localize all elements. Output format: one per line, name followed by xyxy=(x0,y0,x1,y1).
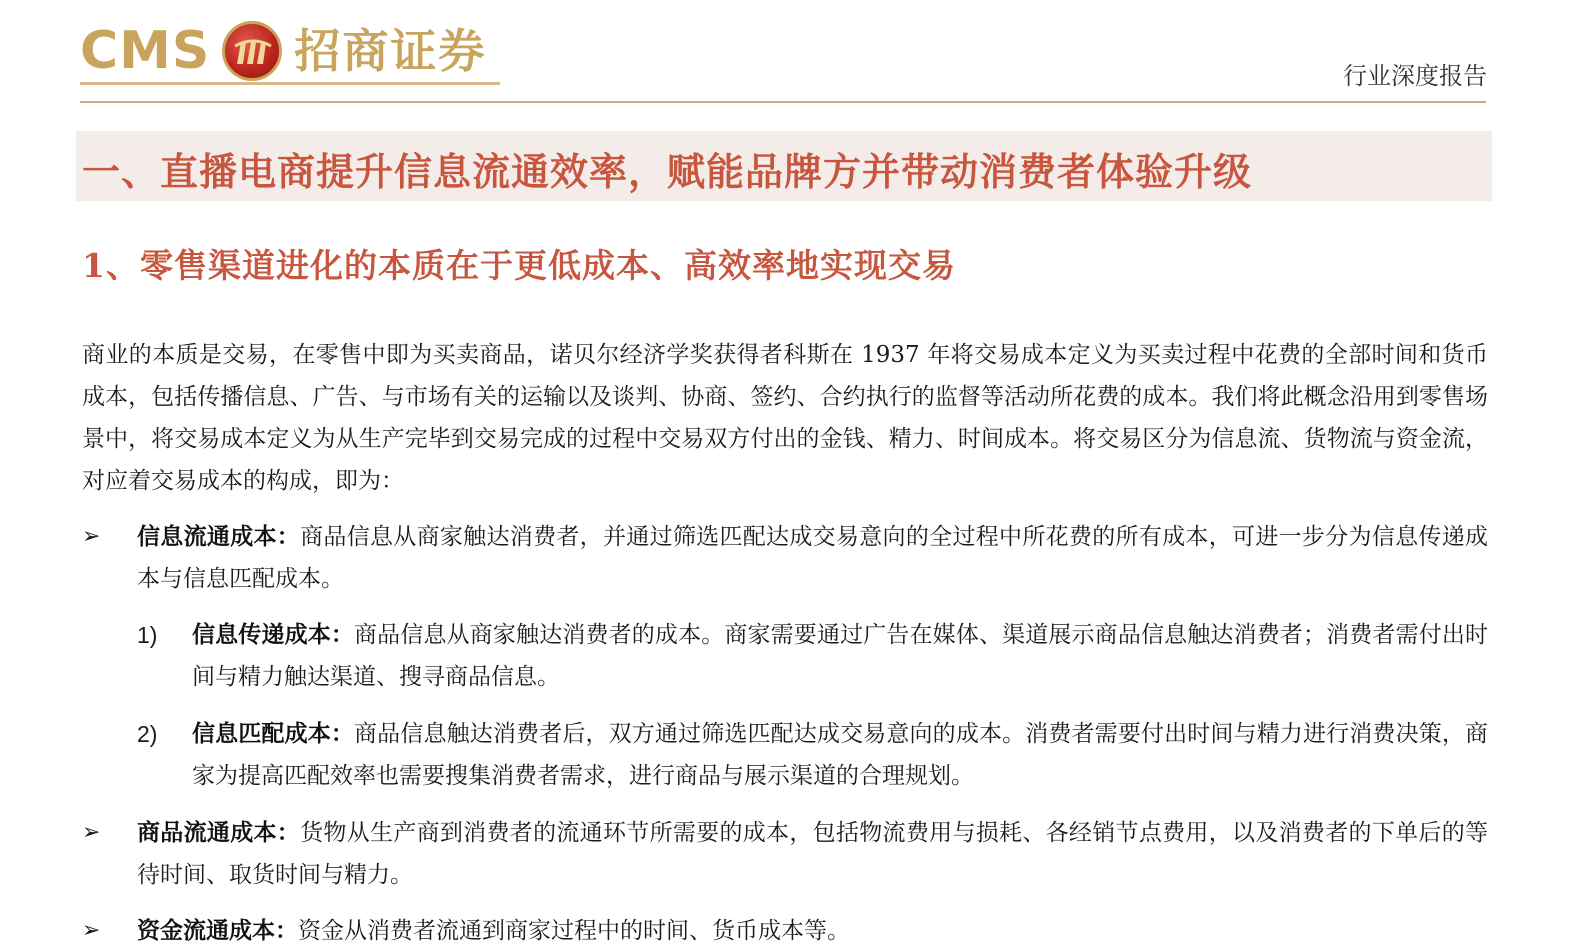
logo-underline xyxy=(80,82,500,85)
sub-list-item xyxy=(137,614,1488,698)
list-item-text: 资金从消费者流通到商家过程中的时间、货币成本等。 xyxy=(298,918,850,944)
sub-list-item-body xyxy=(192,614,1488,698)
logo-text-en: CMS xyxy=(80,21,211,81)
sub-list-item-text: 商品信息从商家触达消费者的成本。商家需要通过广告在媒体、渠道展示商品信息触达消费者；消费者需付出时间与精力触达渠道、搜寻商品信息。 xyxy=(192,622,1489,690)
intro-paragraph: 商业的本质是交易，在零售中即为买卖商品，诺贝尔经济学奖获得者科斯在 1937 年将交易成本定义为买卖过程中花费的全部时间和货币成本，包括传播信息、广告、与市场有关的运输以及谈判、协商、签约、合约执行的监督等活动所花费的成本。我们将此概念沿用到零售场景中，将交易成本定义为从生产完毕到交易完成的过程中交易双方付出的金钱、精力、时间成本。将交易区分为信息流、货物流与资金流，对应着交易成本的构成，即为： xyxy=(82,342,1488,494)
sub-list-number: 2) xyxy=(137,721,158,747)
arrow-bullet-icon: ➢ xyxy=(82,918,101,943)
page-header xyxy=(0,0,1583,104)
sub-list-item-text: 商品信息触达消费者后，双方通过筛选匹配达成交易意向的成本。消费者需要付出时间与精力进行消费决策，商家为提高匹配效率也需要搜集消费者需求，进行商品与展示渠道的合理规划。 xyxy=(192,721,1489,789)
sub-list-item xyxy=(137,713,1488,797)
list-item xyxy=(82,812,1488,896)
cms-logo xyxy=(80,14,486,88)
list-item xyxy=(82,516,1488,600)
subsection-title: 1、零售渠道进化的本质在于更低成本、高效率地实现交易 xyxy=(82,246,956,285)
logo-emblem-icon xyxy=(222,21,282,81)
list-item-term: 信息流通成本： xyxy=(137,523,301,550)
header-divider xyxy=(80,101,1486,103)
sub-list-number: 1) xyxy=(137,622,158,648)
section-heading-bar xyxy=(76,131,1492,201)
arrow-bullet-icon: ➢ xyxy=(82,820,101,845)
list-item-term: 资金流通成本： xyxy=(137,917,298,944)
list-item-text: 货物从生产商到消费者的流通环节所需要的成本，包括物流费用与损耗、各经销节点费用，以及消费者的下单后的等待时间、取货时间与精力。 xyxy=(137,820,1489,888)
list-item-body xyxy=(137,910,1488,949)
logo-text-cn: 招商证券 xyxy=(294,24,487,78)
list-item xyxy=(82,910,1488,949)
report-type-label: 行业深度报告 xyxy=(1343,62,1487,90)
section-title: 一、直播电商提升信息流通效率，赋能品牌方并带动消费者体验升级 xyxy=(82,149,1253,194)
sub-list-item-term: 信息传递成本： xyxy=(192,621,355,648)
sub-list-item-body xyxy=(192,713,1488,797)
list-item-text: 商品信息从商家触达消费者，并通过筛选匹配达成交易意向的全过程中所花费的所有成本，可进一步分为信息传递成本与信息匹配成本。 xyxy=(137,524,1489,592)
list-item-body xyxy=(137,516,1488,600)
sub-list-item-term: 信息匹配成本： xyxy=(192,720,355,747)
list-item-term: 商品流通成本： xyxy=(137,819,301,846)
list-item-body xyxy=(137,812,1488,896)
arrow-bullet-icon: ➢ xyxy=(82,524,101,549)
